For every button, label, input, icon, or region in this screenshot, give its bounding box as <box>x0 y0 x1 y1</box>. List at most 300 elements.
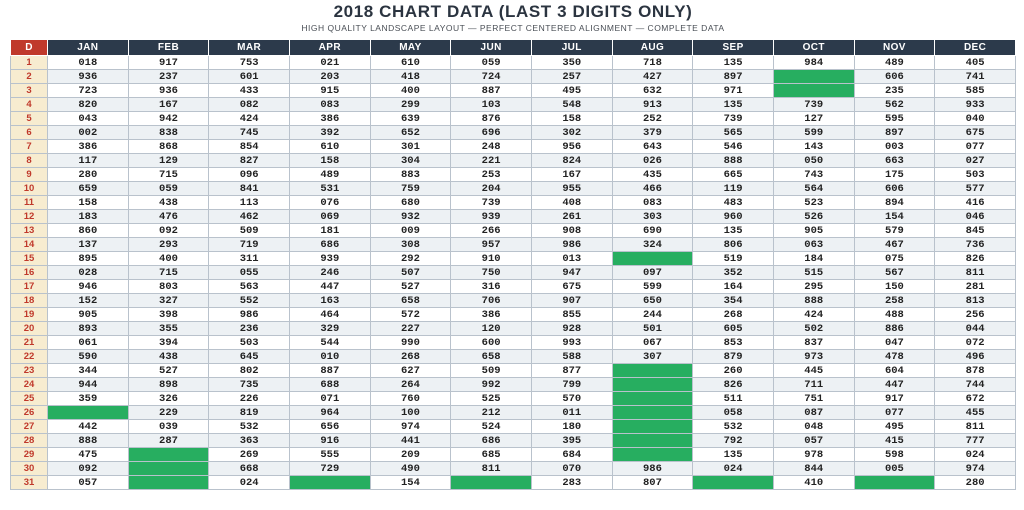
value-cell: 606 <box>854 70 935 84</box>
value-cell: 129 <box>128 154 209 168</box>
value-cell: 838 <box>128 126 209 140</box>
value-cell: 235 <box>854 84 935 98</box>
value-cell: 495 <box>854 420 935 434</box>
day-cell: 16 <box>11 266 48 280</box>
value-cell: 841 <box>209 182 290 196</box>
table-row <box>11 280 1016 294</box>
value-cell: 588 <box>531 350 612 364</box>
value-cell: 137 <box>48 238 129 252</box>
value-cell: 811 <box>935 266 1016 280</box>
highlight-cell <box>693 476 774 490</box>
highlight-cell <box>612 406 693 420</box>
table-row <box>11 98 1016 112</box>
value-cell: 509 <box>209 224 290 238</box>
value-cell: 097 <box>612 266 693 280</box>
value-cell: 363 <box>209 434 290 448</box>
value-cell: 570 <box>531 392 612 406</box>
value-cell: 898 <box>128 378 209 392</box>
value-cell: 209 <box>370 448 451 462</box>
value-cell: 327 <box>128 294 209 308</box>
value-cell: 544 <box>289 336 370 350</box>
value-cell: 802 <box>209 364 290 378</box>
value-cell: 598 <box>854 448 935 462</box>
value-cell: 601 <box>209 70 290 84</box>
value-cell: 645 <box>209 350 290 364</box>
highlight-cell <box>612 434 693 448</box>
value-cell: 960 <box>693 210 774 224</box>
value-cell: 777 <box>935 434 1016 448</box>
value-cell: 759 <box>370 182 451 196</box>
value-cell: 077 <box>935 140 1016 154</box>
table-row <box>11 126 1016 140</box>
value-cell: 490 <box>370 462 451 476</box>
value-cell: 047 <box>854 336 935 350</box>
value-cell: 933 <box>935 98 1016 112</box>
value-cell: 986 <box>531 238 612 252</box>
value-cell: 135 <box>693 448 774 462</box>
value-cell: 936 <box>48 70 129 84</box>
value-cell: 063 <box>773 238 854 252</box>
value-cell: 944 <box>48 378 129 392</box>
month-header-apr: APR <box>289 40 370 56</box>
day-cell: 2 <box>11 70 48 84</box>
value-cell: 503 <box>209 336 290 350</box>
value-cell: 181 <box>289 224 370 238</box>
value-cell: 027 <box>935 154 1016 168</box>
table-row <box>11 294 1016 308</box>
value-cell: 021 <box>289 56 370 70</box>
value-cell: 826 <box>693 378 774 392</box>
value-cell: 548 <box>531 98 612 112</box>
value-cell: 736 <box>935 238 1016 252</box>
value-cell: 303 <box>612 210 693 224</box>
day-cell: 14 <box>11 238 48 252</box>
value-cell: 680 <box>370 196 451 210</box>
value-cell: 715 <box>128 266 209 280</box>
value-cell: 942 <box>128 112 209 126</box>
day-cell: 13 <box>11 224 48 238</box>
table-row <box>11 308 1016 322</box>
table-row <box>11 462 1016 476</box>
value-cell: 650 <box>612 294 693 308</box>
value-cell: 753 <box>209 56 290 70</box>
value-cell: 974 <box>935 462 1016 476</box>
value-cell: 003 <box>854 140 935 154</box>
value-cell: 264 <box>370 378 451 392</box>
value-cell: 447 <box>854 378 935 392</box>
highlight-cell <box>612 252 693 266</box>
value-cell: 350 <box>531 56 612 70</box>
value-cell: 908 <box>531 224 612 238</box>
value-cell: 562 <box>854 98 935 112</box>
value-cell: 386 <box>289 112 370 126</box>
value-cell: 258 <box>854 294 935 308</box>
value-cell: 827 <box>209 154 290 168</box>
value-cell: 113 <box>209 196 290 210</box>
month-header-mar: MAR <box>209 40 290 56</box>
month-header-sep: SEP <box>693 40 774 56</box>
value-cell: 519 <box>693 252 774 266</box>
month-header-may: MAY <box>370 40 451 56</box>
value-cell: 077 <box>854 406 935 420</box>
value-cell: 751 <box>773 392 854 406</box>
day-cell: 9 <box>11 168 48 182</box>
value-cell: 819 <box>209 406 290 420</box>
value-cell: 120 <box>451 322 532 336</box>
day-cell: 15 <box>11 252 48 266</box>
value-cell: 672 <box>935 392 1016 406</box>
value-cell: 269 <box>209 448 290 462</box>
value-cell: 595 <box>854 112 935 126</box>
value-cell: 266 <box>451 224 532 238</box>
value-cell: 868 <box>128 140 209 154</box>
value-cell: 888 <box>773 294 854 308</box>
table-row <box>11 252 1016 266</box>
table-row <box>11 210 1016 224</box>
table-row <box>11 70 1016 84</box>
value-cell: 905 <box>773 224 854 238</box>
value-cell: 398 <box>128 308 209 322</box>
value-cell: 565 <box>693 126 774 140</box>
header-row <box>11 40 1016 56</box>
value-cell: 462 <box>209 210 290 224</box>
value-cell: 227 <box>370 322 451 336</box>
value-cell: 656 <box>289 420 370 434</box>
value-cell: 511 <box>693 392 774 406</box>
value-cell: 005 <box>854 462 935 476</box>
value-cell: 973 <box>773 350 854 364</box>
value-cell: 257 <box>531 70 612 84</box>
value-cell: 028 <box>48 266 129 280</box>
value-cell: 445 <box>773 364 854 378</box>
value-cell: 394 <box>128 336 209 350</box>
value-cell: 405 <box>935 56 1016 70</box>
table-row <box>11 364 1016 378</box>
value-cell: 986 <box>612 462 693 476</box>
value-cell: 158 <box>531 112 612 126</box>
table-row <box>11 434 1016 448</box>
day-cell: 20 <box>11 322 48 336</box>
value-cell: 386 <box>48 140 129 154</box>
value-cell: 040 <box>935 112 1016 126</box>
table-row <box>11 182 1016 196</box>
month-header-feb: FEB <box>128 40 209 56</box>
month-header-oct: OCT <box>773 40 854 56</box>
value-cell: 719 <box>209 238 290 252</box>
table-row <box>11 392 1016 406</box>
value-cell: 696 <box>451 126 532 140</box>
value-cell: 316 <box>451 280 532 294</box>
value-cell: 359 <box>48 392 129 406</box>
value-cell: 466 <box>612 182 693 196</box>
value-cell: 400 <box>370 84 451 98</box>
value-cell: 572 <box>370 308 451 322</box>
value-cell: 355 <box>128 322 209 336</box>
value-cell: 212 <box>451 406 532 420</box>
day-cell: 12 <box>11 210 48 224</box>
value-cell: 070 <box>531 462 612 476</box>
value-cell: 546 <box>693 140 774 154</box>
value-cell: 735 <box>209 378 290 392</box>
value-cell: 915 <box>289 84 370 98</box>
value-cell: 509 <box>451 364 532 378</box>
value-cell: 287 <box>128 434 209 448</box>
value-cell: 438 <box>128 350 209 364</box>
table-row <box>11 154 1016 168</box>
day-cell: 26 <box>11 406 48 420</box>
value-cell: 252 <box>612 112 693 126</box>
value-cell: 256 <box>935 308 1016 322</box>
value-cell: 668 <box>209 462 290 476</box>
value-cell: 811 <box>451 462 532 476</box>
value-cell: 180 <box>531 420 612 434</box>
value-cell: 324 <box>612 238 693 252</box>
value-cell: 395 <box>531 434 612 448</box>
day-cell: 4 <box>11 98 48 112</box>
value-cell: 010 <box>289 350 370 364</box>
value-cell: 067 <box>612 336 693 350</box>
day-cell: 24 <box>11 378 48 392</box>
value-cell: 058 <box>693 406 774 420</box>
value-cell: 483 <box>693 196 774 210</box>
value-cell: 675 <box>531 280 612 294</box>
value-cell: 604 <box>854 364 935 378</box>
value-cell: 013 <box>531 252 612 266</box>
value-cell: 304 <box>370 154 451 168</box>
value-cell: 992 <box>451 378 532 392</box>
value-cell: 503 <box>935 168 1016 182</box>
value-cell: 135 <box>693 56 774 70</box>
value-cell: 127 <box>773 112 854 126</box>
value-cell: 715 <box>128 168 209 182</box>
value-cell: 799 <box>531 378 612 392</box>
table-row <box>11 224 1016 238</box>
value-cell: 685 <box>451 448 532 462</box>
day-cell: 17 <box>11 280 48 294</box>
page-subtitle: HIGH QUALITY LANDSCAPE LAYOUT — PERFECT CENTERED ALIGNMENT — COMPLETE DATA <box>301 23 725 33</box>
value-cell: 043 <box>48 112 129 126</box>
day-cell: 3 <box>11 84 48 98</box>
value-cell: 283 <box>531 476 612 490</box>
value-cell: 897 <box>854 126 935 140</box>
table-row <box>11 406 1016 420</box>
highlight-cell <box>612 448 693 462</box>
value-cell: 253 <box>451 168 532 182</box>
data-table <box>10 39 1016 490</box>
value-cell: 876 <box>451 112 532 126</box>
value-cell: 883 <box>370 168 451 182</box>
value-cell: 744 <box>935 378 1016 392</box>
value-cell: 416 <box>935 196 1016 210</box>
highlight-cell <box>854 476 935 490</box>
value-cell: 527 <box>370 280 451 294</box>
value-cell: 853 <box>693 336 774 350</box>
value-cell: 308 <box>370 238 451 252</box>
table-row <box>11 322 1016 336</box>
value-cell: 803 <box>128 280 209 294</box>
value-cell: 311 <box>209 252 290 266</box>
value-cell: 879 <box>693 350 774 364</box>
value-cell: 183 <box>48 210 129 224</box>
table-row <box>11 140 1016 154</box>
value-cell: 579 <box>854 224 935 238</box>
day-cell: 31 <box>11 476 48 490</box>
value-cell: 905 <box>48 308 129 322</box>
day-cell: 6 <box>11 126 48 140</box>
value-cell: 002 <box>48 126 129 140</box>
table-row <box>11 266 1016 280</box>
value-cell: 175 <box>854 168 935 182</box>
value-cell: 293 <box>128 238 209 252</box>
value-cell: 501 <box>612 322 693 336</box>
day-cell: 11 <box>11 196 48 210</box>
value-cell: 986 <box>209 308 290 322</box>
value-cell: 811 <box>935 420 1016 434</box>
value-cell: 329 <box>289 322 370 336</box>
value-cell: 476 <box>128 210 209 224</box>
value-cell: 268 <box>693 308 774 322</box>
value-cell: 244 <box>612 308 693 322</box>
value-cell: 301 <box>370 140 451 154</box>
value-cell: 658 <box>451 350 532 364</box>
value-cell: 723 <box>48 84 129 98</box>
value-cell: 659 <box>48 182 129 196</box>
value-cell: 057 <box>773 434 854 448</box>
value-cell: 993 <box>531 336 612 350</box>
table-row <box>11 336 1016 350</box>
value-cell: 610 <box>370 56 451 70</box>
highlight-cell <box>773 84 854 98</box>
table-row <box>11 476 1016 490</box>
value-cell: 577 <box>935 182 1016 196</box>
value-cell: 729 <box>289 462 370 476</box>
value-cell: 893 <box>48 322 129 336</box>
value-cell: 917 <box>128 56 209 70</box>
value-cell: 281 <box>935 280 1016 294</box>
value-cell: 438 <box>128 196 209 210</box>
value-cell: 523 <box>773 196 854 210</box>
value-cell: 706 <box>451 294 532 308</box>
value-cell: 302 <box>531 126 612 140</box>
value-cell: 686 <box>289 238 370 252</box>
value-cell: 585 <box>935 84 1016 98</box>
value-cell: 400 <box>128 252 209 266</box>
value-cell: 059 <box>451 56 532 70</box>
value-cell: 203 <box>289 70 370 84</box>
value-cell: 496 <box>935 350 1016 364</box>
value-cell: 652 <box>370 126 451 140</box>
value-cell: 936 <box>128 84 209 98</box>
day-cell: 5 <box>11 112 48 126</box>
value-cell: 939 <box>451 210 532 224</box>
value-cell: 675 <box>935 126 1016 140</box>
value-cell: 894 <box>854 196 935 210</box>
value-cell: 507 <box>370 266 451 280</box>
month-header-jun: JUN <box>451 40 532 56</box>
value-cell: 072 <box>935 336 1016 350</box>
value-cell: 163 <box>289 294 370 308</box>
value-cell: 663 <box>854 154 935 168</box>
value-cell: 525 <box>451 392 532 406</box>
value-cell: 910 <box>451 252 532 266</box>
value-cell: 502 <box>773 322 854 336</box>
value-cell: 103 <box>451 98 532 112</box>
table-row <box>11 448 1016 462</box>
value-cell: 386 <box>451 308 532 322</box>
value-cell: 955 <box>531 182 612 196</box>
value-cell: 639 <box>370 112 451 126</box>
value-cell: 392 <box>289 126 370 140</box>
value-cell: 092 <box>128 224 209 238</box>
value-cell: 326 <box>128 392 209 406</box>
value-cell: 226 <box>209 392 290 406</box>
value-cell: 971 <box>693 84 774 98</box>
value-cell: 887 <box>289 364 370 378</box>
value-cell: 718 <box>612 56 693 70</box>
value-cell: 075 <box>854 252 935 266</box>
value-cell: 150 <box>854 280 935 294</box>
value-cell: 743 <box>773 168 854 182</box>
value-cell: 888 <box>693 154 774 168</box>
value-cell: 984 <box>773 56 854 70</box>
value-cell: 826 <box>935 252 1016 266</box>
table-row <box>11 196 1016 210</box>
value-cell: 061 <box>48 336 129 350</box>
value-cell: 442 <box>48 420 129 434</box>
table-row <box>11 350 1016 364</box>
value-cell: 248 <box>451 140 532 154</box>
value-cell: 024 <box>209 476 290 490</box>
value-cell: 441 <box>370 434 451 448</box>
value-cell: 433 <box>209 84 290 98</box>
value-cell: 606 <box>854 182 935 196</box>
value-cell: 886 <box>854 322 935 336</box>
highlight-cell <box>289 476 370 490</box>
value-cell: 860 <box>48 224 129 238</box>
highlight-cell <box>612 420 693 434</box>
highlight-cell <box>128 448 209 462</box>
value-cell: 532 <box>693 420 774 434</box>
value-cell: 946 <box>48 280 129 294</box>
value-cell: 745 <box>209 126 290 140</box>
value-cell: 489 <box>854 56 935 70</box>
highlight-cell <box>612 392 693 406</box>
value-cell: 887 <box>451 84 532 98</box>
value-cell: 280 <box>935 476 1016 490</box>
value-cell: 117 <box>48 154 129 168</box>
value-cell: 408 <box>531 196 612 210</box>
value-cell: 527 <box>128 364 209 378</box>
value-cell: 957 <box>451 238 532 252</box>
value-cell: 913 <box>612 98 693 112</box>
month-header-dec: DEC <box>935 40 1016 56</box>
value-cell: 018 <box>48 56 129 70</box>
value-cell: 489 <box>289 168 370 182</box>
value-cell: 299 <box>370 98 451 112</box>
value-cell: 531 <box>289 182 370 196</box>
value-cell: 552 <box>209 294 290 308</box>
value-cell: 605 <box>693 322 774 336</box>
table-row <box>11 238 1016 252</box>
value-cell: 837 <box>773 336 854 350</box>
day-column-header: D <box>11 40 48 56</box>
value-cell: 046 <box>935 210 1016 224</box>
table-row <box>11 56 1016 70</box>
value-cell: 907 <box>531 294 612 308</box>
value-cell: 632 <box>612 84 693 98</box>
value-cell: 076 <box>289 196 370 210</box>
value-cell: 741 <box>935 70 1016 84</box>
